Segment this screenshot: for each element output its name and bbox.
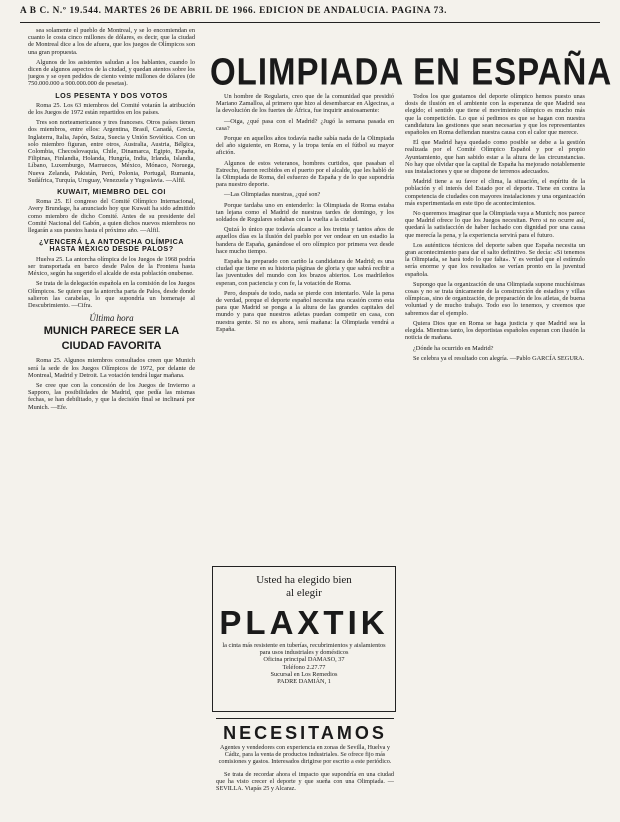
- paragraph: Quizá lo único que todavía alcance a los treinta y tantos años de aquellos días es la ilusión del pueblo por ver ondear en un estadio la bandera de España, ganándose el oro olímpico por primera vez desde hace mucho tiempo.: [216, 226, 394, 255]
- paragraph: El que Madrid haya quedado como posible se debe a la gestión realizada por el Comité Olímpico Español y por el propio Ayuntamiento, que han sabido estar a la altura de las circunstancias. No hay que olvidar que la capital de España ha mejorado notablemente sus instalaciones y que se dispone de terrenos adecuados.: [405, 139, 585, 176]
- paragraph: Un hombre de Regularis, creo que de la comunidad que presidió Mariano Zamalloa, al primero que hizo al desembarcar en Algeciras, a la devolución de los fuertes de África, fue inquirir ansiosamente:: [216, 93, 394, 115]
- paragraph: Quiera Dios que en Roma se haga justicia y que Madrid sea la elegida. Mientras tanto, los deportistas españoles esperan con ilusión la noticia de mañana.: [405, 319, 585, 342]
- paragraph: Huelva 25. La antorcha olímpica de los Juegos de 1968 podría ser transportada en barco desde Palos de la Frontera hasta México, según ha sugerido el alcalde de esta población onubense.: [28, 255, 195, 278]
- paragraph: —Oiga, ¿qué pasa con el Madrid? ¿Jugó la semana pasada en casa?: [216, 117, 394, 132]
- ad-tagline-2: al elegir: [286, 587, 322, 599]
- column-left: [28, 27, 195, 812]
- classified-text: Agentes y vendedores con experiencia en zonas de Sevilla, Huelva y Cádiz, para la venta de productos industriales. Se ofrece fijo más comisiones y gastos. Interesados dirigirse por escrito a este periódico.: [218, 744, 392, 765]
- paragraph: Roma 25. El congreso del Comité Olímpico Internacional, Avery Brundage, ha anunciado hoy que Kuwait ha sido admitido como miembro de dicho Comité. Antes de su presidente del Comité Nacional del Gabón, a quien dichos nuevos miembros no llegarán a sus puestos hasta el próximo año. —Alfil.: [28, 198, 195, 235]
- ad-address-2: PADRE DAMIÁN, 1: [277, 678, 331, 686]
- last-hour-label: Última hora: [89, 313, 134, 324]
- column-center-footer: [216, 771, 394, 811]
- ad-office: Oficina principal DAMASO, 37: [263, 656, 345, 664]
- paragraph: Los auténticos técnicos del deporte saben que España necesita un gran acontecimiento para dar el salto definitivo. Se decía: «Si tenemos la Olimpiada, se hará todo lo que falta». Y es verdad que el estímulo sería enorme y que los resultados se verían pronto en la juventud española.: [405, 241, 585, 278]
- plaxtik-advertisement: [212, 566, 396, 712]
- paragraph: No queremos imaginar que la Olimpiada vaya a Munich; nos parece que Madrid ofrece lo que los Juegos necesitan. Pero si no ocurre así, quedará la satisfacción de haber luchado con dignidad por una causa que merecía la pena, y la experiencia servirá para el futuro.: [405, 210, 585, 239]
- ad-tagline: Usted ha elegido bien: [256, 574, 352, 586]
- column-right: [405, 93, 585, 811]
- paragraph: Se trata de recordar ahora el impacto que supondría en una ciudad que ha visto crecer el deporte y que sueña con una Olimpiada. —SEVILLA. Viapás 25 y Alcaraz.: [216, 771, 394, 793]
- paragraph: Se trata de la delegación española en la comisión de los Juegos Olímpicos. Se quiere que la antorcha parta de Palos, desde donde salieron las carabelas, lo que supondría un homenaje al Descubrimiento. —Cifra.: [28, 280, 195, 309]
- subheading: LOS PESENTA Y DOS VOTOS: [55, 90, 168, 100]
- paragraph: Tres son norteamericanos y tres franceses. Otros países tienen dos miembros, entre ellos: Argentina, Brasil, Canadá, Grecia, Inglaterra, Italia, Japón, Suiza, Suecia y Unión Soviética. Con un solo miembro figuran, entre otros, Australia, Austria, Bélgica, Colombia, Checoslovaquia, Chile, Dinamarca, Egipto, España, Filipinas, Finlandia, Holanda, Hungría, India, Irlanda, Islandia, Líbano, Luxemburgo, Marruecos, México, Mónaco, Noruega, Nueva Zelanda, Pakistán, Perú, Polonia, Portugal, Rumania, Sudáfrica, Turquía, Uruguay, Venezuela y Yugoslavia. —Alfil.: [28, 119, 195, 184]
- paragraph: Supongo que la organización de una Olimpiada supone muchísimas cosas y no se trata únicamente de la construcción de estadios y villas olímpicas, sino de organización, de preparación de los atletas, de buena voluntad y de mucho trabajo. Todo eso lo tenemos, y creemos que sabremos dar el ejemplo.: [405, 280, 585, 317]
- plaxtik-logo: PLAXTIK: [219, 604, 389, 641]
- paragraph: sea solamente el pueblo de Montreal, y se lo encomiendan en cuanto le costa cinco millones de dólares, es decir, que la ciudad de Montreal dice a los de afuera, que los juegos de Olímpicos son una gran propuesta.: [28, 27, 195, 56]
- paragraph: Todos los que gustamos del deporte olímpico hemos puesto unas dosis de ilusión en el ambiente con la esperanza de que Madrid sea elegido; el sentido que tiene el movimiento olímpico es mucho más que la competición. Lo que sí pedimos es que se hagan con nuestra candidatura las gestiones que sean necesarias y que los representantes españoles en Roma defiendan nuestra causa con el calor que merece.: [405, 93, 585, 137]
- paragraph: Algunos de los asistentes saludan a los hablantes, cuando lo dicen de algunos aspectos de la ciudad, y quedan atentos sobre los juegos y se oyen pedidos de ciento veinte millones de dólares (de 750.000.000 a 900.000.000 de pesetas).: [28, 58, 195, 88]
- column-center: [216, 93, 394, 558]
- paragraph: Madrid tiene a su favor el clima, la situación, el espíritu de la población y el interés del Estado por el deporte. Tiene en contra la competencia de ciudades con mayores instalaciones y una organización más experimentada en este tipo de acontecimientos.: [405, 178, 585, 207]
- ad-phone: Teléfono 2.27.77: [282, 663, 326, 671]
- munich-headline: MUNICH PARECE SER LA CIUDAD FAVORITA: [43, 325, 180, 353]
- paragraph: ¿Dónde ha ocurrido en Madrid?: [413, 344, 494, 352]
- classified-title: NECESITAMOS: [223, 723, 387, 743]
- page-header: A B C. N.º 19.544. MARTES 26 DE ABRIL DE 1966. EDICION DE ANDALUCIA. PAGINA 73.: [20, 6, 448, 16]
- paragraph: Algunos de estos veteranos, hombres curtidos, que pasaban el Estrecho, fueron recibidos en el puerto por el alcalde, que les habló de la Olimpiada de Roma, del esfuerzo de España y de lo que supondría para nuestro deporte.: [216, 159, 394, 189]
- paragraph: Porque tardaba uno en entenderlo: la Olimpiada de Roma estaba tan lejana como el Madrid de nuestras tardes de domingo, y los soldados de Regulares soñaban con la vuelta a la ciudad.: [216, 201, 394, 224]
- paragraph: Roma 25. Algunos miembros consultados creen que Munich será la sede de los Juegos Olímpicos de 1972, por delante de Montreal, Madrid y Detroit. La votación tendrá lugar mañana.: [28, 357, 195, 379]
- ad-description: la cinta más resistente en tuberías, recubrimientos y aislamientos para usos industriales y domésticos: [222, 642, 386, 657]
- paragraph: Pero, después de todo, nada se pierde con intentarlo. Vale la pena de verdad, porque el deporte español necesita una ocasión como esta para que Madrid se ponga a la altura de las grandes capitales del mundo y para que nuestros atletas puedan competir en casa, con nuestra gente. Si no es ahora, será mañana: la Olimpiada vendrá a España.: [216, 289, 394, 333]
- subheading: KUWAIT, MIEMBRO DEL COI: [57, 187, 166, 197]
- paragraph: Roma 25. Los 63 miembros del Comité votarán la atribución de los Juegos de 1972 están repartidos en los países.: [28, 101, 195, 117]
- ad-address-1: Sucursal en Los Remedios: [270, 670, 338, 678]
- main-headline: OLIMPIADA EN ESPAÑA: [210, 50, 613, 93]
- subheading: ¿VENCERÁ LA ANTORCHA OLÍMPICA HASTA MÉXICO DESDE PALOS?: [39, 237, 184, 254]
- paragraph: Se cree que con la concesión de los Juegos de Invierno a Sapporo, las posibilidades de Madrid, que pedía las mismas fechas, se han debilitado, y que la decisión final se inclinará por Munich. —Efe.: [28, 381, 195, 411]
- paragraph: —Las Olimpiadas nuestras, ¿qué son?: [224, 191, 321, 199]
- header-rule: [20, 22, 600, 23]
- paragraph: Se celebra ya el resultado con alegría. —Pablo GARCÍA SEGURA.: [413, 354, 585, 362]
- paragraph: Porque en aquellos años todavía nadie sabía nada de la Olimpiada del año siguiente, en Roma, y la tropa tenía en el fútbol su mayor afición.: [216, 135, 394, 157]
- paragraph: España ha preparado con cariño la candidatura de Madrid; es una ciudad que tiene en su historia páginas de gloria y que sabrá recibir a las juventudes del mundo con los brazos abiertos. Los madrileños esperan, con paciencia y con fe, la votación de Roma.: [216, 258, 394, 287]
- classified-advertisement: [216, 718, 394, 769]
